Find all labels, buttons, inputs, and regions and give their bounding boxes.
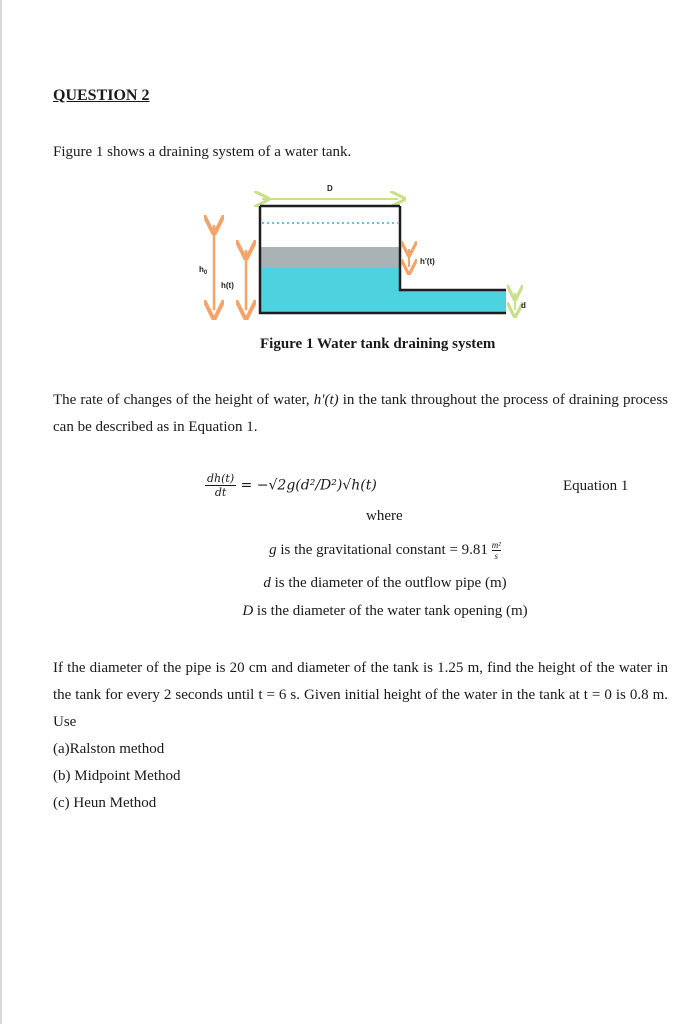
def-g-var: g: [269, 541, 277, 558]
equation-rhs: = −√2g(d²/D²)√h(t): [240, 477, 377, 494]
rate-text-part1: The rate of changes of the height of water,: [53, 392, 314, 408]
label-ht: h(t): [221, 281, 234, 290]
water-tank-diagram: [190, 180, 540, 325]
equation-lhs: [205, 472, 236, 499]
where-text: where: [366, 508, 403, 524]
label-h0: $h_0$: [199, 265, 208, 276]
definition-D: [180, 603, 590, 620]
rate-paragraph: [53, 387, 668, 441]
label-hprime: h'(t): [420, 257, 435, 266]
method-a: (a)Ralston method: [53, 741, 165, 757]
def-d-text: is the diameter of the outflow pipe (m): [270, 575, 507, 591]
figure-caption: Figure 1 Water tank draining system: [260, 336, 496, 352]
def-d-var: d: [263, 575, 271, 591]
equation-label: Equation 1: [563, 478, 629, 494]
label-D: D: [327, 184, 333, 193]
equation-1: [205, 472, 377, 499]
pipe-water: [400, 290, 506, 313]
page-edge: [0, 0, 2, 1024]
def-g-text: is the gravitational constant = 9.81: [276, 541, 492, 558]
equation-lhs-num: dh(t): [207, 472, 235, 485]
equation-lhs-den: dt: [214, 486, 227, 499]
definition-d: [180, 575, 590, 592]
def-D-var: D: [242, 603, 254, 619]
def-g-unit: [492, 540, 501, 561]
rate-variable: h'(t): [313, 392, 339, 408]
label-d: d: [521, 301, 526, 310]
problem-statement: If the diameter of the pipe is 20 cm and diameter of the tank is 1.25 m, find the height of the water in the tank for every 2 seconds until t = 6 s. Given initial height of the water in the tank at t = 0 is 0.8 m. Use: [53, 660, 668, 730]
method-b: (b) Midpoint Method: [53, 768, 181, 784]
def-D-text: is the diameter of the water tank opening (m): [253, 603, 528, 619]
rate-text-part2: in the tank throughout the process of draining process can be described as in Equation 1.: [53, 392, 668, 435]
def-g-unit-den: s: [494, 551, 499, 561]
question-heading: QUESTION 2: [53, 87, 150, 104]
intro-text: Figure 1 shows a draining system of a water tank.: [53, 144, 352, 160]
water-drop-band: [260, 247, 400, 268]
definition-g: [180, 540, 590, 561]
def-g-unit-num: m²: [491, 540, 501, 550]
method-c: (c) Heun Method: [53, 795, 157, 811]
